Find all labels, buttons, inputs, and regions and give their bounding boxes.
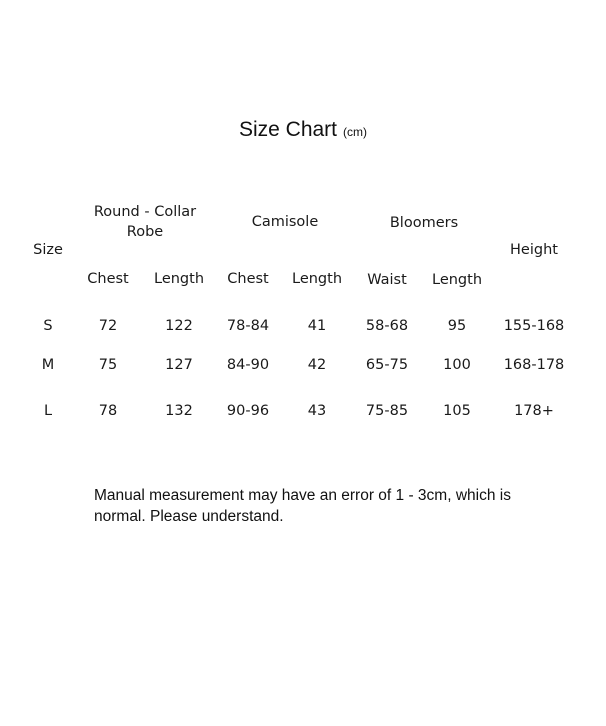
table-cell: 155-168 xyxy=(503,318,565,334)
table-cell: 100 xyxy=(443,357,471,373)
table-cell: 42 xyxy=(307,357,327,373)
size-column-header: Size xyxy=(33,242,63,258)
sub-header-bloomers-waist: Waist xyxy=(367,272,407,288)
table-cell: 90-96 xyxy=(226,403,270,419)
table-cell: 65-75 xyxy=(365,357,409,373)
table-cell: 43 xyxy=(307,403,327,419)
sub-header-camisole-chest: Chest xyxy=(227,271,269,287)
table-cell: 41 xyxy=(307,318,327,334)
height-column-header: Height xyxy=(510,242,558,258)
table-cell: 58-68 xyxy=(365,318,409,334)
table-cell: 178+ xyxy=(514,403,554,419)
row-size-label: M xyxy=(41,357,55,373)
table-cell: 72 xyxy=(98,318,118,334)
table-cell: 84-90 xyxy=(226,357,270,373)
group-header-bloomers: Bloomers xyxy=(389,215,459,231)
table-cell: 168-178 xyxy=(503,357,565,373)
measurement-note: Manual measurement may have an error of 1 - 3cm, which is normal. Please understand. xyxy=(94,487,511,525)
table-cell: 75 xyxy=(98,357,118,373)
table-cell: 95 xyxy=(447,318,467,334)
table-cell: 132 xyxy=(165,403,193,419)
table-cell: 75-85 xyxy=(365,403,409,419)
table-cell: 127 xyxy=(165,357,193,373)
table-cell: 122 xyxy=(165,318,193,334)
sub-header-bloomers-length: Length xyxy=(431,272,483,288)
table-cell: 78-84 xyxy=(226,318,270,334)
title-unit: (cm) xyxy=(343,125,368,139)
table-cell: 105 xyxy=(443,403,471,419)
title-text: Size Chart xyxy=(238,118,338,141)
group-header-robe: Round - Collar Robe xyxy=(93,204,197,240)
table-cell: 78 xyxy=(98,403,118,419)
row-size-label: L xyxy=(43,403,53,419)
sub-header-robe-chest: Chest xyxy=(87,271,129,287)
sub-header-camisole-length: Length xyxy=(291,271,343,287)
sub-header-robe-length: Length xyxy=(153,271,205,287)
row-size-label: S xyxy=(43,318,53,334)
size-chart-title xyxy=(0,118,606,142)
group-header-camisole: Camisole xyxy=(251,214,319,230)
